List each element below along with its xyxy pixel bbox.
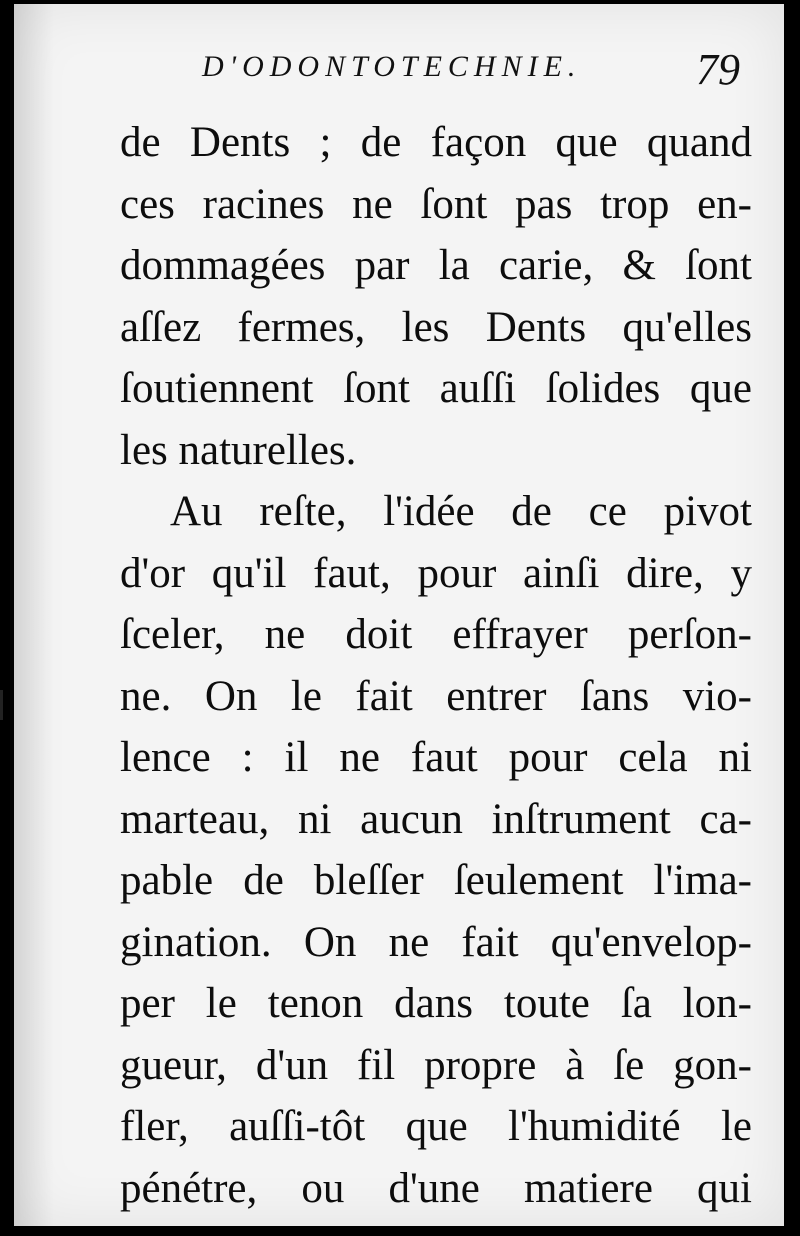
text-line: pénétre, ou d'une matiere qui xyxy=(120,1164,752,1212)
binding-mark xyxy=(0,690,3,720)
paragraph-start-line: Au reſte, l'idée de ce pivot xyxy=(170,488,752,535)
book-page xyxy=(14,4,784,1226)
text-line: de Dents ; de façon que quand xyxy=(120,119,752,166)
text-line: gination. On ne fait qu'envelop- xyxy=(120,918,752,966)
text-line: aſſez fermes, les Dents qu'elles xyxy=(120,303,752,351)
page-number: 79 xyxy=(696,45,740,94)
text-line: ces racines ne ſont pas trop en- xyxy=(120,180,752,228)
text-line: marteau, ni aucun inſtrument ca- xyxy=(120,795,752,843)
text-line: fler, auſſi-tôt que l'humidité le xyxy=(120,1103,752,1150)
running-title: D'ODONTOTECHNIE. xyxy=(202,50,582,83)
text-line: ſoutiennent ſont auſſi ſolides que xyxy=(120,365,752,412)
text-line: les naturelles. xyxy=(120,426,357,474)
text-line: ſceler, ne doit effrayer perſon- xyxy=(120,611,752,658)
spine-shadow xyxy=(14,4,54,1226)
text-line: ne. On le fait entrer ſans vio- xyxy=(120,672,752,720)
text-line: gueur, d'un fil propre à ſe gon- xyxy=(120,1041,752,1089)
text-line: pable de bleſſer ſeulement l'ima- xyxy=(120,857,752,904)
text-line: d'or qu'il faut, pour ainſi dire, y xyxy=(120,549,752,597)
text-line: lence : il ne faut pour cela ni xyxy=(120,734,752,781)
body-text xyxy=(120,112,752,1219)
text-line: per le tenon dans toute ſa lon- xyxy=(120,980,752,1027)
text-line: dommagées par la carie, & ſont xyxy=(120,242,752,289)
